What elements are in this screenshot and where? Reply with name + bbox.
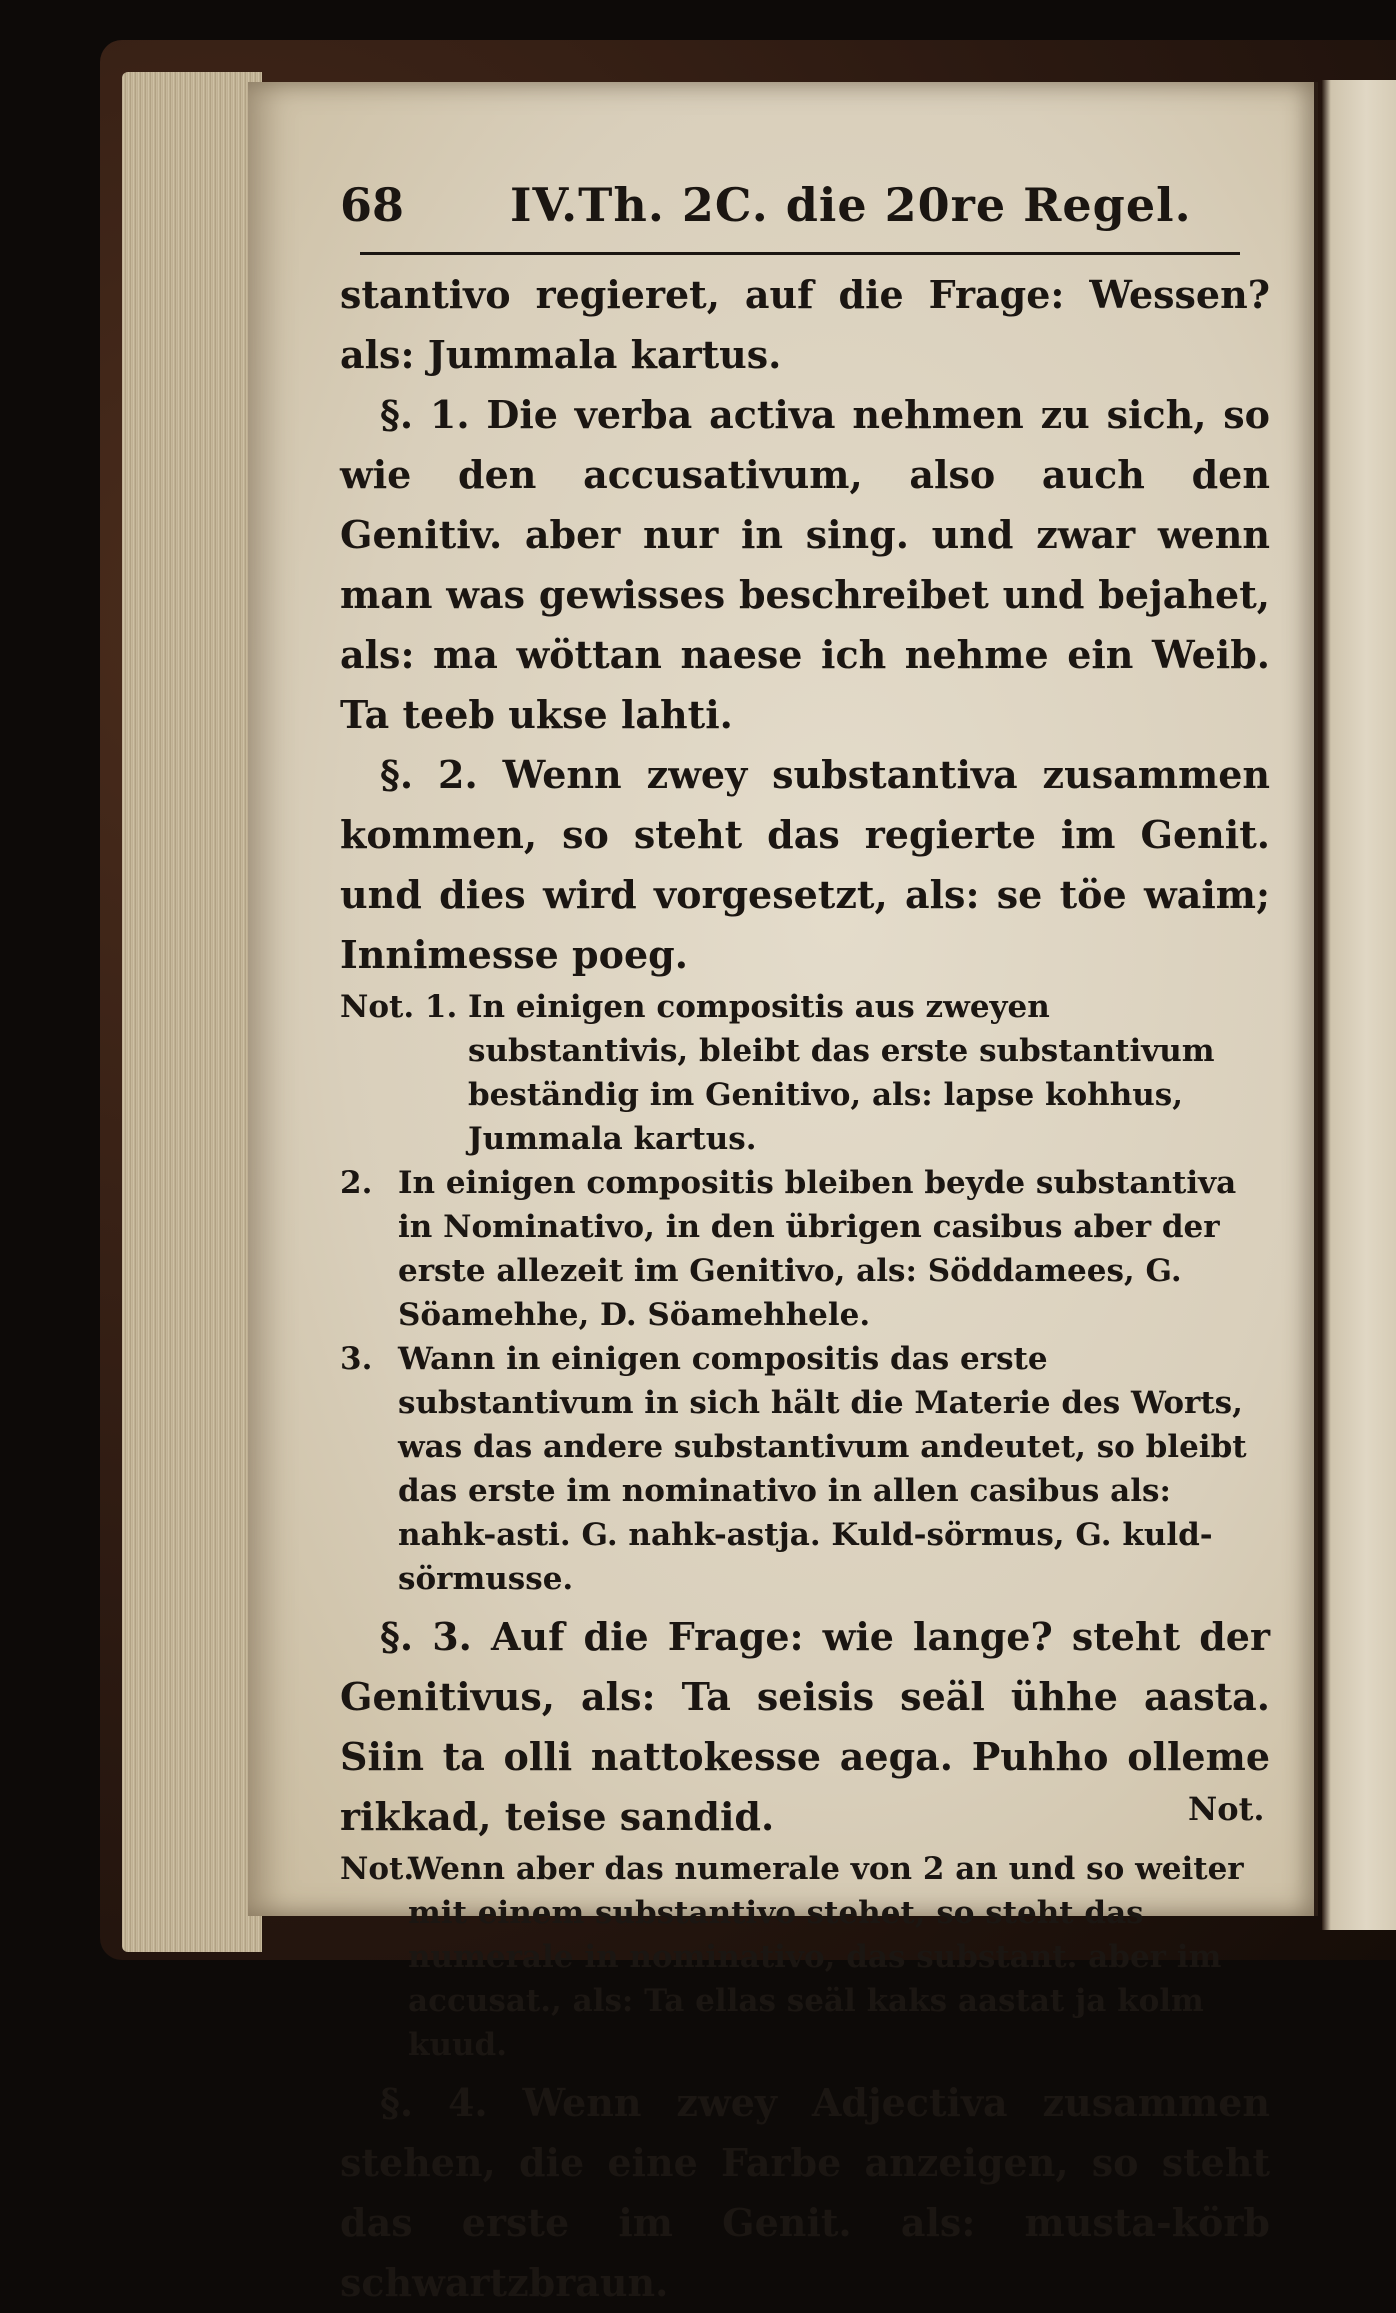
- paragraph-section-2: §. 2. Wenn zwey substantiva zusammen kommen, so steht das regierte im Genit. und dies wird vorgesetzt, als: se töe waim; Innimesse poeg.: [340, 752, 1270, 977]
- page-header: [340, 178, 1270, 248]
- note-label: Not.: [340, 1851, 415, 1887]
- running-head: IV.Th. 2C. die 20re Regel.: [510, 178, 1192, 232]
- note-label: Not. 1.: [340, 989, 458, 1025]
- note-3: [340, 1337, 1270, 1601]
- catchword: Not.: [1188, 1790, 1265, 1828]
- paragraph-section-4: §. 4. Wenn zwey Adjectiva zusammen stehen, die eine Farbe anzeigen, so steht das erste im Genit. als: musta-körb schwartzbraun.: [340, 2080, 1270, 2305]
- note-label: 3.: [340, 1341, 373, 1377]
- page-edges: [122, 72, 262, 1952]
- note-1: [340, 985, 1270, 1161]
- note-2: [340, 1161, 1270, 1337]
- note-text: Wenn aber das numerale von 2 an und so weiter mit einem substantivo stehet, so steht das numerale in nominativo, das substant. aber im accusat., als: Ta ellas seäl kaks aastat ja kolm kuud.: [408, 1851, 1244, 2063]
- paragraph-continuation: stantivo regieret, auf die Frage: Wessen? als: Jummala kartus.: [340, 272, 1270, 377]
- note-label: 2.: [340, 1165, 373, 1201]
- facing-page-edge: [1322, 80, 1396, 1930]
- note-text: In einigen compositis bleiben beyde substantiva in Nominativo, in den übrigen casibus aber der erste allezeit im Genitivo, als: Söddamees, G. Söamehhe, D. Söamehhele.: [398, 1165, 1237, 1333]
- paragraph-section-1: §. 1. Die verba activa nehmen zu sich, so wie den accusativum, also auch den Genitiv. aber nur in sing. und zwar wenn man was gewisses beschreibet und bejahet, als: ma wöttan naese ich nehme ein Weib. Ta teeb ukse lahti.: [340, 392, 1270, 737]
- header-rule: [360, 252, 1240, 255]
- page-text: [340, 178, 1270, 2313]
- note-text: Wann in einigen compositis das erste substantivum in sich hält die Materie des Worts, was das andere substantivum andeutet, so bleibt das erste im nominativo in allen casibus als: nahk-asti. G. nahk-astja. Kuld-sörmus, G. kuld-sörmusse.: [398, 1341, 1247, 1597]
- paragraph-section-3: §. 3. Auf die Frage: wie lange? steht der Genitivus, als: Ta seisis seäl ühhe aasta. Siin ta olli nattokesse aega. Puhho olleme rikkad, teise sandid.: [340, 1614, 1270, 1839]
- note-numerale: [340, 1847, 1270, 2067]
- page-number: 68: [340, 178, 405, 232]
- note-text: In einigen compositis aus zweyen substantivis, bleibt das erste substantivum beständig im Genitivo, als: lapse kohhus, Jummala kartus.: [468, 989, 1215, 1157]
